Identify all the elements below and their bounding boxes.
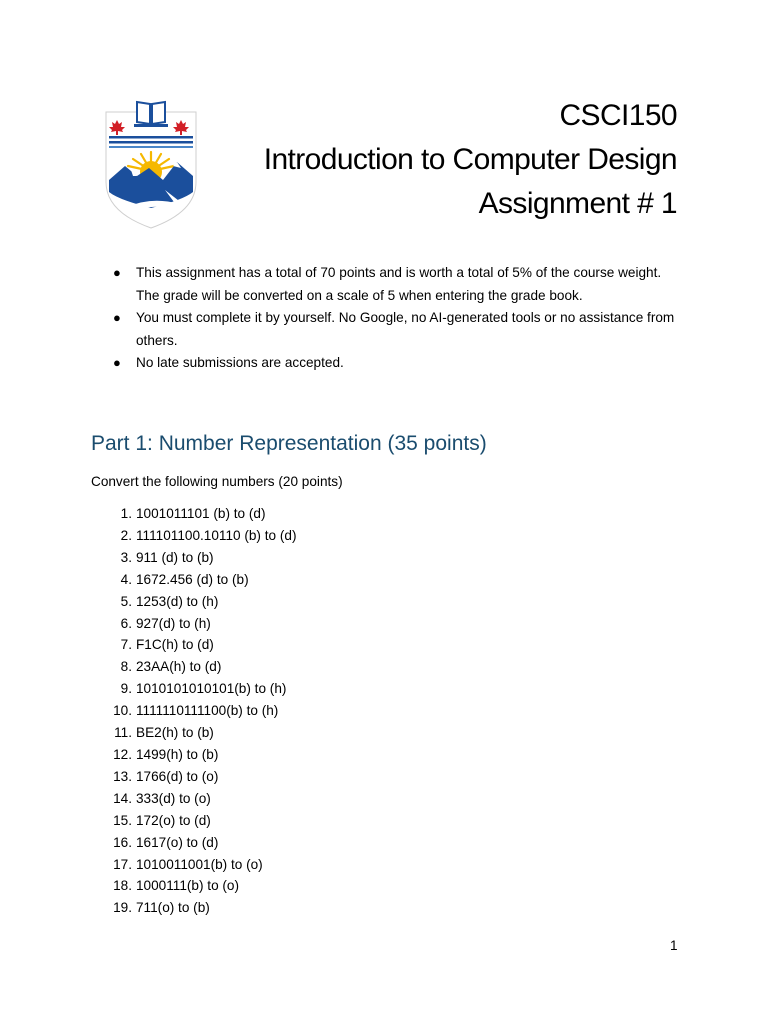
- instruction-item: [113, 307, 681, 352]
- part1-intro: Convert the following numbers (20 points): [91, 474, 343, 489]
- list-item: [104, 897, 296, 919]
- list-item: [104, 722, 296, 744]
- item-text: 1499(h) to (b): [136, 746, 219, 762]
- item-text: 911 (d) to (b): [136, 549, 214, 565]
- item-text: 333(d) to (o): [136, 790, 211, 806]
- item-number: 12.: [113, 746, 132, 762]
- item-number: 4.: [120, 571, 132, 587]
- list-item: [104, 744, 296, 766]
- item-number: 11.: [114, 725, 132, 741]
- list-item: [104, 569, 296, 591]
- course-code: CSCI150: [559, 99, 677, 132]
- item-text: BE2(h) to (b): [136, 725, 214, 741]
- list-item: [104, 678, 296, 700]
- instruction-text: This assignment has a total of 70 points and is worth a total of 5% of the course weight. The grade will be converted on a scale of 5 when entering the grade book.: [136, 265, 662, 303]
- item-number: 10.: [113, 703, 132, 719]
- item-number: 1.: [120, 506, 132, 521]
- item-number: 18.: [113, 878, 132, 894]
- bullet-icon: ●: [113, 265, 121, 280]
- item-number: 15.: [113, 812, 132, 828]
- instruction-item: [113, 352, 681, 375]
- item-text: 1766(d) to (o): [136, 768, 219, 784]
- item-text: 1010011001(b) to (o): [136, 856, 263, 872]
- item-number: 9.: [120, 681, 132, 697]
- item-number: 17.: [113, 856, 132, 872]
- item-text: F1C(h) to (d): [136, 637, 214, 653]
- item-number: 3.: [120, 549, 132, 565]
- list-item: [104, 832, 296, 854]
- item-number: 19.: [113, 900, 132, 916]
- list-item: [104, 766, 296, 788]
- item-text: 1672.456 (d) to (b): [136, 571, 249, 587]
- item-number: 5.: [120, 593, 132, 609]
- instruction-text: No late submissions are accepted.: [136, 355, 344, 370]
- instruction-item: [113, 262, 681, 307]
- item-text: 1253(d) to (h): [136, 593, 219, 609]
- item-number: 16.: [113, 834, 132, 850]
- list-item: [104, 591, 296, 613]
- course-title: Introduction to Computer Design: [263, 143, 677, 176]
- list-item: [104, 700, 296, 722]
- item-text: 1111110111100(b) to (h): [136, 703, 279, 719]
- assignment-title: Assignment # 1: [478, 187, 677, 220]
- list-item: [104, 613, 296, 635]
- list-item: [104, 525, 296, 547]
- list-item: [104, 547, 296, 569]
- item-text: 23AA(h) to (d): [136, 659, 222, 675]
- item-text: 711(o) to (b): [136, 900, 210, 916]
- page-number: 1: [670, 938, 678, 953]
- university-crest-logo: [103, 100, 199, 232]
- list-item: [104, 503, 296, 525]
- list-item: [104, 788, 296, 810]
- item-number: 14.: [113, 790, 132, 806]
- part1-heading: Part 1: Number Representation (35 points): [91, 432, 487, 455]
- item-number: 7.: [120, 637, 132, 653]
- item-text: 172(o) to (d): [136, 812, 211, 828]
- conversion-list: [104, 503, 296, 919]
- list-item: [104, 854, 296, 876]
- list-item: [104, 656, 296, 678]
- item-number: 8.: [120, 659, 132, 675]
- list-item: [104, 634, 296, 656]
- instruction-text: You must complete it by yourself. No Google, no AI-generated tools or no assistance from others.: [136, 310, 675, 348]
- item-text: 1000111(b) to (o): [136, 878, 240, 894]
- item-number: 13.: [113, 768, 132, 784]
- instructions-list: [113, 262, 681, 375]
- item-text: 927(d) to (h): [136, 615, 211, 631]
- item-text: 1617(o) to (d): [136, 834, 219, 850]
- list-item: [104, 875, 296, 897]
- bullet-icon: ●: [113, 310, 121, 325]
- item-text: 1001011101 (b) to (d): [136, 506, 266, 521]
- title-block: [264, 94, 677, 226]
- item-number: 2.: [120, 527, 132, 543]
- bullet-icon: ●: [113, 355, 121, 370]
- item-text: 1010101010101(b) to (h): [136, 681, 287, 697]
- item-text: 111101100.10110 (b) to (d): [136, 527, 297, 543]
- item-number: 6.: [120, 615, 132, 631]
- list-item: [104, 810, 296, 832]
